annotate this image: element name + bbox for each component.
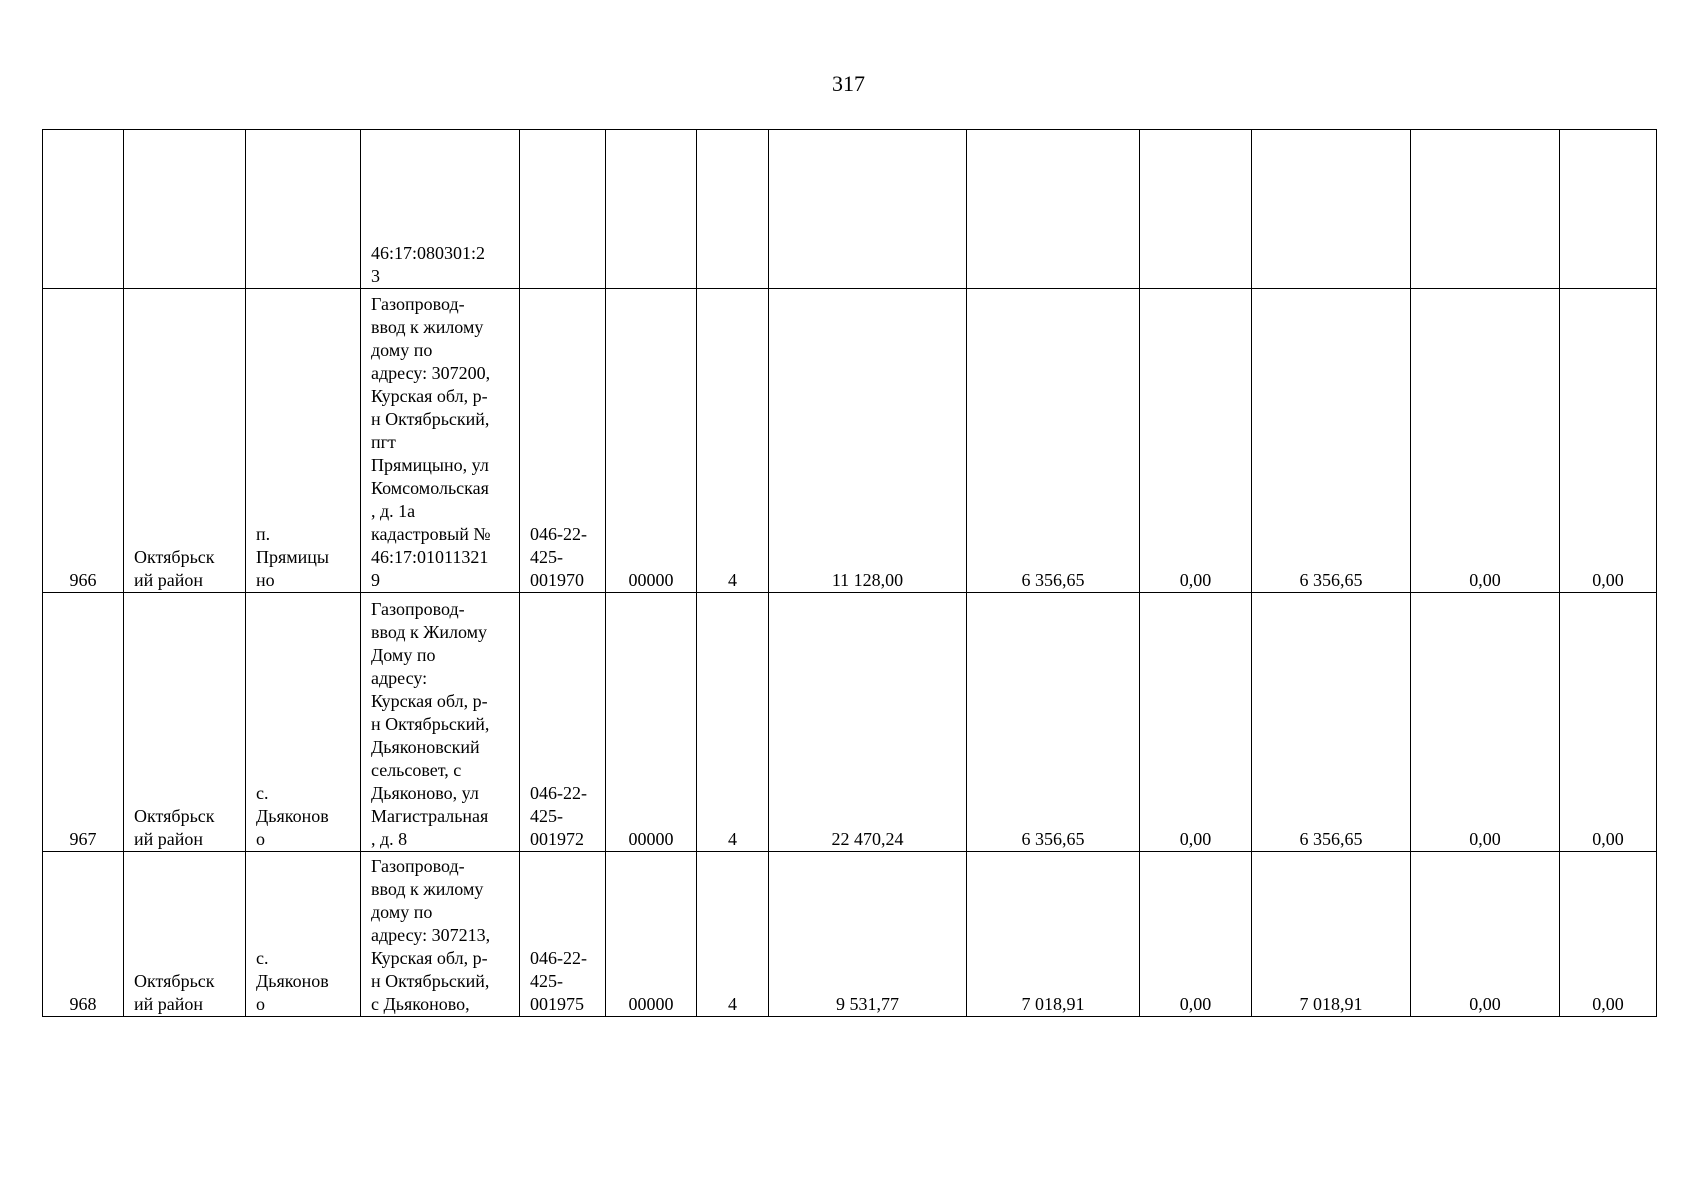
cell-col9 [1140, 130, 1252, 289]
description-line: 46:17:080301:2 [371, 243, 486, 263]
description-line: 46:17:01011321 [371, 547, 489, 567]
cell-col12: 0,00 [1560, 852, 1657, 1017]
cell-object-description [361, 289, 520, 593]
cell-col5 [606, 130, 697, 289]
description-line: н Октябрьский, [371, 714, 490, 734]
cell-col8: 6 356,65 [967, 593, 1140, 852]
object-code-line: 046-22- [530, 948, 587, 968]
cell-col10: 6 356,65 [1252, 289, 1411, 593]
cell-row-number: 966 [43, 289, 124, 593]
cell-col12: 0,00 [1560, 593, 1657, 852]
description-line: ввод к жилому [371, 317, 484, 337]
description-line: Газопровод- [371, 599, 465, 619]
description-line: 9 [371, 570, 380, 590]
settlement-line: о [256, 994, 265, 1014]
cell-settlement [246, 130, 361, 289]
table-row [43, 130, 1657, 289]
description-line: Дьяконово, ул [371, 783, 479, 803]
cell-district [124, 289, 246, 593]
cell-object-description [361, 593, 520, 852]
cell-col5: 00000 [606, 289, 697, 593]
cell-col5: 00000 [606, 593, 697, 852]
description-line: Магистральная [371, 806, 489, 826]
property-registry-table [42, 129, 1657, 1017]
cell-col9: 0,00 [1140, 852, 1252, 1017]
cell-col7: 9 531,77 [769, 852, 967, 1017]
cell-col6: 4 [697, 852, 769, 1017]
cell-object-code [520, 289, 606, 593]
settlement-line: с. [256, 783, 269, 803]
cell-col7: 22 470,24 [769, 593, 967, 852]
cell-col8: 6 356,65 [967, 289, 1140, 593]
settlement-line: п. [256, 524, 271, 544]
cell-object-description [361, 130, 520, 289]
cell-district [124, 593, 246, 852]
description-line: 3 [371, 266, 380, 286]
description-line: Газопровод- [371, 294, 465, 314]
cell-row-number: 968 [43, 852, 124, 1017]
object-code-line: 046-22- [530, 783, 587, 803]
description-line: адресу: 307200, [371, 363, 491, 383]
cell-col12: 0,00 [1560, 289, 1657, 593]
description-line: адресу: [371, 668, 428, 688]
cell-col6: 4 [697, 593, 769, 852]
cell-col5: 00000 [606, 852, 697, 1017]
description-line: Прямицыно, ул [371, 455, 489, 475]
object-code-line: 046-22- [530, 524, 587, 544]
description-line: Дьяконовский [371, 737, 480, 757]
table-row [43, 852, 1657, 1017]
description-line: , д. 1а [371, 501, 416, 521]
object-code-line: 001975 [530, 994, 584, 1014]
district-line: ий район [134, 829, 204, 849]
cell-col10: 6 356,65 [1252, 593, 1411, 852]
cell-col9: 0,00 [1140, 593, 1252, 852]
settlement-line: с. [256, 948, 269, 968]
district-line: Октябрьск [134, 971, 215, 991]
description-line: с Дьяконово, [371, 994, 470, 1014]
description-line: , д. 8 [371, 829, 408, 849]
description-line: н Октябрьский, [371, 971, 490, 991]
cell-row-number [43, 130, 124, 289]
description-line: сельсовет, с [371, 760, 462, 780]
table-row [43, 289, 1657, 593]
cell-row-number: 967 [43, 593, 124, 852]
cell-settlement [246, 289, 361, 593]
cell-col10: 7 018,91 [1252, 852, 1411, 1017]
district-line: Октябрьск [134, 547, 215, 567]
description-line: Газопровод- [371, 856, 465, 876]
description-line: Курская обл, р- [371, 948, 488, 968]
cell-object-code [520, 852, 606, 1017]
settlement-line: о [256, 829, 265, 849]
cell-col6: 4 [697, 289, 769, 593]
description-line: Комсомольская [371, 478, 489, 498]
description-line: ввод к Жилому [371, 622, 488, 642]
cell-col7: 11 128,00 [769, 289, 967, 593]
description-line: Курская обл, р- [371, 691, 488, 711]
description-line: ввод к жилому [371, 879, 484, 899]
cell-col11: 0,00 [1411, 852, 1560, 1017]
district-line: Октябрьск [134, 806, 215, 826]
cell-col10 [1252, 130, 1411, 289]
object-code-line: 425- [530, 547, 563, 567]
district-line: ий район [134, 570, 204, 590]
settlement-line: но [256, 570, 275, 590]
cell-col11: 0,00 [1411, 593, 1560, 852]
description-line: дому по [371, 340, 433, 360]
cell-district [124, 852, 246, 1017]
object-code-line: 001972 [530, 829, 584, 849]
table-row [43, 593, 1657, 852]
registry-table-body [43, 130, 1657, 1017]
description-line: н Октябрьский, [371, 409, 490, 429]
cell-object-code [520, 593, 606, 852]
object-code-line: 425- [530, 806, 563, 826]
settlement-line: Дьяконов [256, 971, 329, 991]
district-line: ий район [134, 994, 204, 1014]
description-line: кадастровый № [371, 524, 491, 544]
cell-col12 [1560, 130, 1657, 289]
cell-col8: 7 018,91 [967, 852, 1140, 1017]
cell-settlement [246, 593, 361, 852]
cell-object-code [520, 130, 606, 289]
cell-col11 [1411, 130, 1560, 289]
cell-col9: 0,00 [1140, 289, 1252, 593]
cell-col6 [697, 130, 769, 289]
cell-col8 [967, 130, 1140, 289]
description-line: Курская обл, р- [371, 386, 488, 406]
description-line: Дому по [371, 645, 436, 665]
cell-district [124, 130, 246, 289]
cell-col7 [769, 130, 967, 289]
settlement-line: Дьяконов [256, 806, 329, 826]
page-number: 317 [832, 71, 865, 96]
object-code-line: 001970 [530, 570, 584, 590]
description-line: пгт [371, 432, 396, 452]
description-line: дому по [371, 902, 433, 922]
cell-col11: 0,00 [1411, 289, 1560, 593]
settlement-line: Прямицы [256, 547, 330, 567]
cell-object-description [361, 852, 520, 1017]
description-line: адресу: 307213, [371, 925, 491, 945]
cell-settlement [246, 852, 361, 1017]
object-code-line: 425- [530, 971, 563, 991]
